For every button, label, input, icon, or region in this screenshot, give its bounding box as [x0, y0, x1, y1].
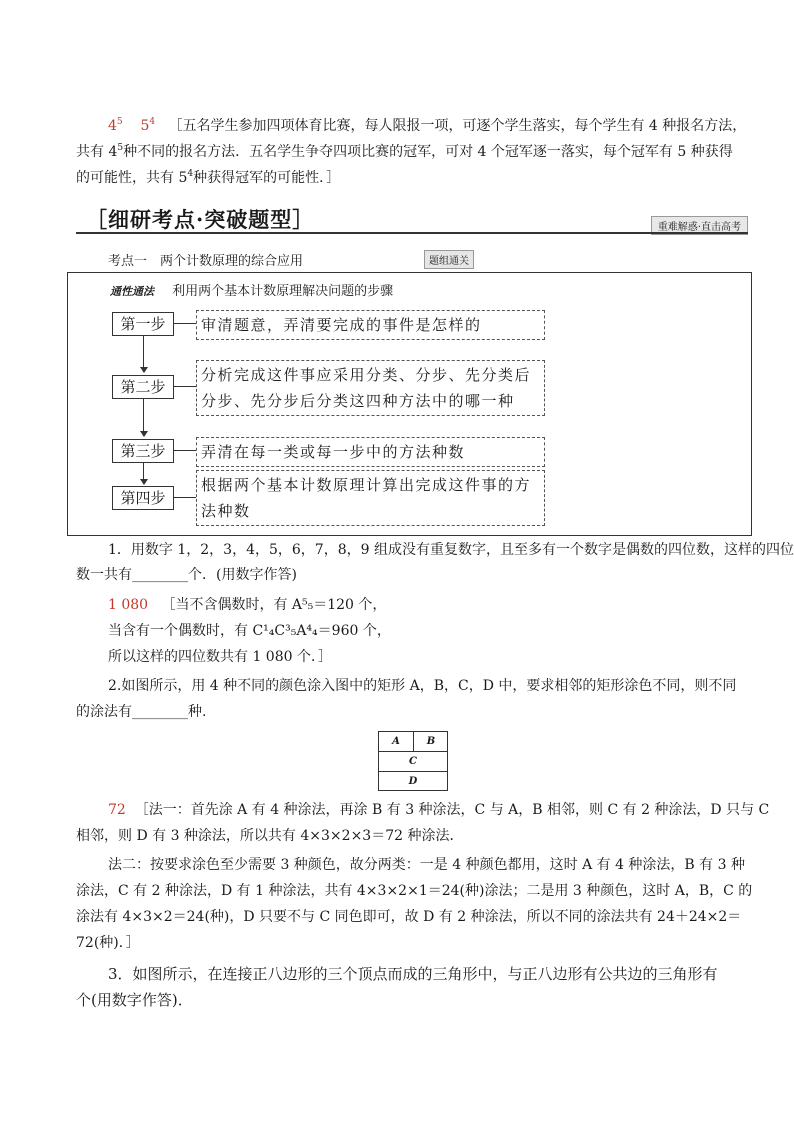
step-3-box: 第三步	[112, 439, 174, 463]
step-4-connector	[174, 497, 196, 498]
q3-line-1: 3．如图所示，在连接正八边形的三个顶点而成的三角形中，与正八边形有公共边的三角形有	[108, 965, 718, 983]
method-badge: 通性通法	[110, 285, 154, 298]
q2-line-2: 的涂法有________种.	[76, 704, 207, 720]
cell-d: D	[408, 776, 418, 787]
q2-solution-2: 相邻，则 D 有 3 种涂法，所以共有 4×3×2×3＝72 种涂法．	[76, 828, 464, 844]
section-title: ［细研考点·突破题型］	[86, 207, 315, 232]
step-2-connector	[174, 386, 196, 387]
cell-b: B	[426, 736, 436, 747]
section-rule	[76, 232, 748, 234]
q2-solution-1: 72 ［法一：首先涂 A 有 4 种涂法，再涂 B 有 3 种涂法，C 与 A，B 相邻，则 C 有 2 种涂法，D 只与 C	[108, 802, 770, 818]
q1-line-1: 1．用数字 1，2，3，4，5，6，7，8，9 组成没有重复数字，且至多有一个数字是偶数的四位数，这样的四位	[108, 542, 794, 558]
intro-line-1	[108, 116, 746, 136]
step-1-desc: 审清题意，弄清要完成的事件是怎样的	[196, 310, 545, 340]
step-4-desc: 根据两个基本计数原理计算出完成这件事的方法种数	[196, 470, 545, 526]
intro-answer-1: $4^5$	[108, 117, 123, 134]
step-3-desc: 弄清在每一类或每一步中的方法种数	[196, 437, 545, 467]
rectangle-grid	[378, 731, 448, 791]
section-header	[76, 204, 748, 234]
arrow-3-4	[143, 462, 144, 484]
intro-answer-2: $5^4$	[140, 117, 156, 134]
step-4-box: 第四步	[112, 486, 174, 510]
step-3-connector	[174, 450, 196, 451]
cell-c: C	[409, 756, 417, 767]
method-heading	[110, 280, 393, 299]
q1-solution-2: 当含有一个偶数时，有 C¹₄C³₅A⁴₄＝960 个，	[108, 623, 391, 639]
section-tag: 重难解惑·直击高考	[651, 216, 748, 235]
method-title: 利用两个基本计数原理解决问题的步骤	[172, 284, 394, 299]
arrow-2-3	[143, 398, 144, 436]
q3-line-2: 个(用数字作答)．	[76, 991, 193, 1009]
topic-tag: 题组通关	[424, 250, 474, 269]
q1-solution-1: 1 080 ［当不含偶数时，有 A⁵₅＝120 个，	[108, 597, 387, 613]
q2-answer: 72	[108, 802, 126, 818]
cell-a: A	[392, 736, 400, 747]
q2-solution-6: 72(种)．］	[76, 935, 140, 951]
q1-solution-3: 所以这样的四位数共有 1 080 个．］	[108, 649, 332, 665]
q2-line-1: 2.如图所示，用 4 种不同的颜色涂入图中的矩形 A，B，C，D 中，要求相邻的矩形涂色不同，则不同	[108, 678, 737, 694]
intro-line-2: 共有 $4^5$种不同的报名方法．五名学生争夺四项比赛的冠军，可对 4 个冠军逐一落实，每个冠军有 5 种获得	[76, 143, 733, 160]
step-1-box: 第一步	[112, 312, 174, 336]
step-2-box: 第二步	[112, 375, 174, 399]
step-1-connector	[174, 323, 196, 324]
q2-solution-3: 法二：按要求涂色至少需要 3 种颜色，故分两类：一是 4 种颜色都用，这时 A 有 4 种涂法，B 有 3 种	[108, 857, 745, 873]
arrow-1-2	[143, 335, 144, 372]
step-2-desc: 分析完成这件事应采用分类、分步、先分类后分步、先分步后分类这四种方法中的哪一种	[196, 360, 545, 416]
topic-label: 考点一 两个计数原理的综合应用	[108, 254, 304, 269]
q1-line-2: 数一共有________个．(用数字作答)	[76, 567, 297, 583]
intro-line-3: 的可能性，共有 $5^4$种获得冠军的可能性．］	[76, 169, 341, 186]
q2-solution-4: 涂法，C 有 2 种涂法，D 有 1 种涂法，共有 4×3×2×1＝24(种)涂法；二是用 3 种颜色，这时 A，B，C 的	[76, 883, 753, 899]
intro-text-1: ［五名学生参加四项体育比赛，每人限报一项，可逐个学生落实，每个学生有 4 种报名方法，	[168, 118, 747, 134]
q1-answer: 1 080	[108, 597, 149, 613]
q2-solution-5: 涂法有 4×3×2＝24(种)，D 只要不与 C 同色即可，故 D 有 2 种涂法，所以不同的涂法共有 24＋24×2＝	[76, 909, 742, 925]
